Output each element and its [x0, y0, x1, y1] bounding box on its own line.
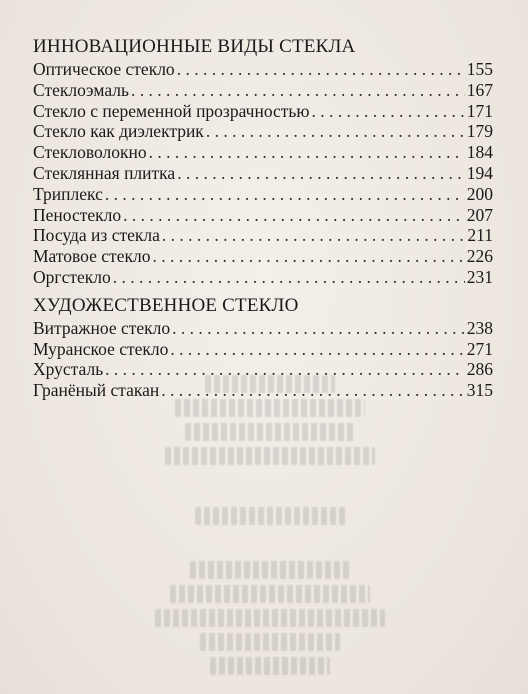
dot-leader — [131, 80, 465, 101]
dot-leader — [172, 318, 465, 339]
page-number: 231 — [466, 266, 493, 287]
toc-entry — [33, 80, 493, 101]
dot-leader — [152, 246, 464, 267]
dot-leader — [162, 225, 465, 246]
table-of-contents — [33, 34, 493, 401]
toc-entry — [33, 163, 493, 184]
page-number: 184 — [466, 142, 493, 163]
section-title: ИННОВАЦИОННЫЕ ВИДЫ СТЕКЛА — [33, 36, 356, 57]
entry-title: Стекловолокно — [33, 142, 147, 163]
section-title: ХУДОЖЕСТВЕННОЕ СТЕКЛО — [33, 294, 299, 316]
dot-leader — [149, 142, 465, 163]
entry-title: Стекло с переменной прозрачностью — [33, 100, 310, 121]
page-number: 167 — [466, 79, 493, 100]
dot-leader — [105, 184, 465, 205]
entry-title: Оптическое стекло — [33, 59, 175, 79]
bleed-through-text — [120, 375, 420, 681]
toc-entry — [33, 225, 493, 246]
entry-title: Гранёный стакан — [33, 380, 160, 401]
entry-title: Хрусталь — [33, 359, 104, 380]
page-number: 194 — [466, 162, 493, 183]
toc-entry — [33, 101, 493, 122]
entry-title: Стеклоэмаль — [33, 79, 130, 100]
dot-leader — [177, 59, 465, 80]
toc-entry — [33, 59, 493, 80]
dot-leader — [312, 101, 465, 122]
entry-title: Стеклянная плитка — [33, 162, 176, 183]
page-number: 315 — [466, 380, 493, 401]
page-number: 271 — [466, 338, 493, 359]
dot-leader — [170, 339, 464, 360]
page-number: 155 — [466, 59, 493, 79]
page-number: 286 — [466, 359, 493, 380]
entry-title: Витражное стекло — [33, 317, 171, 338]
toc-entry — [33, 267, 493, 288]
page-number: 171 — [466, 100, 493, 121]
dot-leader — [123, 205, 465, 226]
toc-entry — [33, 184, 493, 205]
toc-list — [33, 59, 493, 288]
page-number: 226 — [466, 246, 493, 267]
page-number: 238 — [466, 317, 493, 338]
dot-leader — [206, 121, 465, 142]
entry-title: Стекло как диэлектрик — [33, 121, 204, 142]
entry-title: Оргстекло — [33, 266, 111, 287]
page-number: 179 — [466, 121, 493, 142]
toc-entry — [33, 246, 493, 267]
toc-entry — [33, 339, 493, 360]
entry-title: Пеностекло — [33, 204, 122, 225]
page-number: 211 — [467, 225, 493, 246]
toc-entry — [33, 121, 493, 142]
entry-title: Муранское стекло — [33, 338, 169, 359]
toc-entry — [33, 318, 493, 339]
toc-entry — [33, 142, 493, 163]
entry-title: Матовое стекло — [33, 246, 151, 267]
page-number: 207 — [466, 204, 493, 225]
toc-section-innovative — [33, 34, 493, 288]
entry-title: Посуда из стекла — [33, 225, 160, 246]
dot-leader — [113, 267, 465, 288]
page-number: 200 — [466, 183, 493, 204]
dot-leader — [177, 163, 465, 184]
entry-title: Триплекс — [33, 183, 103, 204]
toc-entry — [33, 205, 493, 226]
